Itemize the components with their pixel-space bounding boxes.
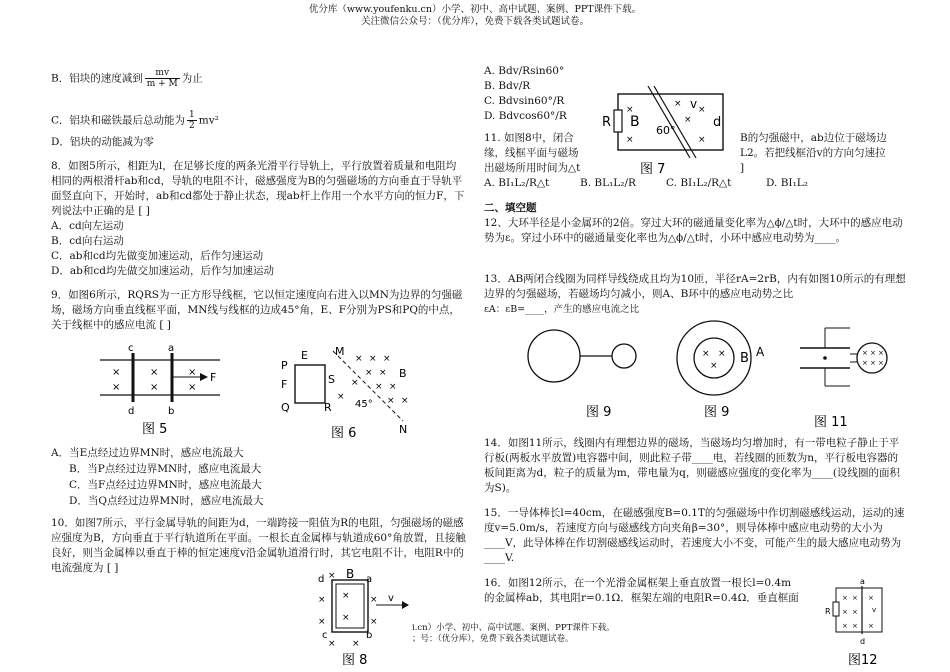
- q8-option-d: D．ab和cd均先做交加速运动，后作匀加速运动: [51, 265, 275, 277]
- q10-option-b: B. Bdv/R: [484, 80, 531, 92]
- svg-text:×: ×: [342, 613, 350, 623]
- figure-12-caption: 图12: [848, 653, 878, 668]
- svg-text:×: ×: [842, 594, 848, 602]
- svg-text:×: ×: [868, 622, 874, 630]
- figure-9a: [520, 326, 650, 422]
- q7-option-b: B．铝块的速度减到 $\frac{mv}{m + M}$ 为止: [51, 68, 203, 89]
- svg-text:×: ×: [112, 382, 121, 393]
- figure-5-caption: 图 5: [142, 422, 168, 437]
- svg-text:b: b: [366, 630, 373, 641]
- svg-text:45°: 45°: [355, 399, 373, 410]
- resistor-r: [614, 110, 622, 132]
- svg-text:×: ×: [698, 105, 706, 115]
- q11-line2-end: L2。若把线框沿v的方向匀速拉: [740, 147, 886, 159]
- svg-text:c: c: [322, 630, 328, 641]
- svg-text:×: ×: [379, 368, 387, 378]
- figure-9b: [672, 320, 784, 422]
- q16-line1: 16．如图12所示，在一个光滑金属框架上垂直放置一根长l=0.4m: [484, 577, 792, 589]
- q7-option-d: D．铝块的动能减为零: [51, 136, 154, 148]
- svg-text:B: B: [630, 114, 640, 130]
- svg-text:d: d: [318, 574, 325, 585]
- q8-option-b: B．cd向右运动: [51, 235, 124, 247]
- svg-text:×: ×: [684, 115, 692, 125]
- svg-text:×: ×: [870, 359, 876, 367]
- svg-text:×: ×: [862, 359, 868, 367]
- svg-text:F: F: [281, 378, 288, 391]
- label-f: F: [210, 371, 217, 384]
- svg-text:v: v: [690, 97, 698, 111]
- big-loop: [528, 330, 580, 382]
- svg-text:×: ×: [852, 594, 858, 602]
- q11-option-a: A. BI₁L₂/R△t: [484, 177, 550, 189]
- svg-text:×: ×: [188, 367, 197, 378]
- q11-line3-start: 出磁场所用时间为△t: [484, 162, 581, 174]
- svg-text:B: B: [399, 367, 407, 380]
- svg-text:R: R: [825, 607, 831, 616]
- svg-text:×: ×: [626, 135, 634, 145]
- svg-text:60°: 60°: [656, 124, 676, 137]
- q11-line1-start: 11. 如图8中，闭合: [484, 132, 574, 144]
- svg-text:×: ×: [389, 382, 397, 392]
- figure-5: [100, 340, 240, 440]
- q13-ratio: εA：εB=____，产生的感应电流之比: [484, 304, 640, 315]
- q8-option-a: A．cd向左运动: [51, 220, 124, 232]
- label-b: b: [168, 406, 175, 417]
- page-header-line2: 关注微信公众号：（优分库），免费下载各类试题试卷。: [360, 16, 589, 27]
- svg-text:×: ×: [370, 617, 378, 627]
- svg-text:×: ×: [718, 349, 726, 359]
- svg-text:×: ×: [375, 382, 383, 392]
- svg-text:×: ×: [342, 591, 350, 601]
- q8-option-c: C．ab和cd均先做变加速运动，后作匀速运动: [51, 250, 264, 262]
- svg-text:Q: Q: [281, 401, 290, 414]
- figure-9a-caption: 图 9: [586, 405, 612, 420]
- page-footer-line1: i.cn）小学、初中、高中试题、案例、PPT课件下载。: [412, 623, 615, 633]
- q11-line1-end: B的匀强磁中，ab边位于磁场边: [740, 132, 887, 144]
- svg-text:×: ×: [355, 354, 363, 364]
- svg-text:×: ×: [842, 622, 848, 630]
- svg-text:N: N: [399, 423, 408, 436]
- svg-text:R: R: [324, 401, 332, 414]
- svg-text:M: M: [335, 345, 345, 358]
- svg-text:×: ×: [852, 622, 858, 630]
- svg-text:a: a: [860, 577, 865, 586]
- q12-text: 12、大环半径是小金属环的2倍。穿过大环的磁通量变化率为△ϕ/△t时，大环中的感应电动势为ε。穿过小环中的磁通量变化率也为△ϕ/△t时，小环中感应电动势为____。: [484, 217, 903, 244]
- figure-8-caption: 图 8: [342, 653, 368, 668]
- q8-stem: 8．如图5所示，相距为l，在足够长度的两条光滑平行导轨上，平行放置着质量和电阻均相同的两根滑杆ab和cd，导轨的电阻不计，磁感强度为B的匀强磁场的方向垂直于导轨平面竖直向下，开始时，ab和cd都处于静止状态，现ab杆上作用一个水平方向的恒力F，下列说法中正确的是 [ ]: [51, 160, 465, 217]
- svg-text:d: d: [713, 115, 722, 130]
- svg-text:×: ×: [351, 378, 359, 388]
- svg-text:B: B: [346, 567, 355, 581]
- svg-text:×: ×: [370, 595, 378, 605]
- svg-text:v: v: [388, 593, 394, 604]
- svg-text:×: ×: [710, 361, 718, 371]
- svg-text:×: ×: [626, 105, 634, 115]
- svg-text:×: ×: [112, 367, 121, 378]
- svg-text:×: ×: [150, 382, 159, 393]
- square-frame: [295, 365, 325, 403]
- svg-text:×: ×: [674, 99, 682, 109]
- figure-9b-caption: 图 9: [704, 405, 730, 420]
- svg-text:R: R: [602, 115, 612, 130]
- figure-6-caption: 图 6: [331, 426, 357, 441]
- figure-8: [312, 568, 430, 668]
- q9-stem: 9．如图6所示，RQRS为一正方形导线框，它以恒定速度向右进入以MN为边界的匀强磁场，磁场方向垂直线框平面，MN线与线框的边成45°角，E、F分别为PS和PQ的中点，关于线框中的感应电流 [ ]: [51, 289, 463, 331]
- svg-text:×: ×: [842, 608, 848, 616]
- figure-11-caption: 图 11: [814, 415, 848, 430]
- q9-option-c: C．当F点经过边界MN时，感应电流最大: [69, 479, 262, 491]
- svg-text:×: ×: [188, 382, 197, 393]
- svg-text:×: ×: [328, 571, 336, 581]
- svg-text:a: a: [366, 574, 373, 585]
- svg-text:×: ×: [337, 392, 345, 402]
- svg-text:×: ×: [878, 349, 884, 357]
- coil: [857, 343, 887, 373]
- charged-particle: [823, 356, 827, 360]
- q10-stem: 10．如图7所示，平行金属导轨的间距为d，一端跨接一阻值为R的电阻，匀强磁场的磁感应强度为B，方向垂直于平行轨道所在平面。一根长直金属棒与轨道成60°角放置，且接触良好，则当金属棒以垂直于棒的恒定速度v沿金属轨道滑行时，其它电阻不计，电阻R中的电流强度为 [ ]: [51, 517, 466, 574]
- q9-option-d: D．当Q点经过边界MN时，感应电流最大: [69, 495, 264, 507]
- figure-7: [600, 82, 738, 178]
- svg-text:B: B: [740, 351, 749, 366]
- figure-12: [822, 574, 894, 670]
- q11-line3-end: ]: [740, 162, 745, 174]
- svg-text:×: ×: [318, 617, 326, 627]
- page-footer-line2: ；号：（优分库），免费下载各类试题试卷。: [412, 634, 574, 644]
- svg-text:d: d: [860, 637, 866, 646]
- svg-text:×: ×: [870, 349, 876, 357]
- ring-b: [694, 338, 734, 378]
- q11-option-d: D. BI₁L₂: [766, 177, 808, 189]
- svg-text:A: A: [756, 345, 765, 359]
- resistor-r: [833, 602, 839, 616]
- svg-text:×: ×: [387, 396, 395, 406]
- q9-option-b: B．当P点经过边界MN时，感应电流最大: [69, 463, 262, 475]
- q11-option-c: C. BI₁L₂/R△t: [666, 177, 732, 189]
- svg-text:×: ×: [383, 354, 391, 364]
- q11-line2-start: 缘，线框平面与磁场: [484, 147, 579, 159]
- figure-11: [790, 318, 905, 430]
- frame-inner: [336, 584, 364, 628]
- svg-text:S: S: [328, 373, 335, 386]
- q13-text: 13．AB两闭合线圈为同样导线绕成且均为10匝，半径rA=2rB，内有如图10所示的有理想边界的匀强磁场，若磁场均匀减小，则A、B环中的感应电动势之比: [484, 273, 906, 300]
- svg-text:×: ×: [878, 359, 884, 367]
- svg-text:×: ×: [868, 594, 874, 602]
- page-header-line1: 优分库（www.youfenku.cn）小学、初中、高中试题、案例、PPT课件下载。: [308, 4, 642, 15]
- small-loop: [612, 344, 636, 368]
- svg-text:×: ×: [150, 367, 159, 378]
- svg-text:P: P: [281, 359, 288, 372]
- svg-text:×: ×: [328, 639, 336, 649]
- label-c: c: [128, 343, 134, 354]
- q14-text: 14．如图11所示，线圈内有理想边界的磁场，当磁场均匀增加时，有一带电粒子静止于平行板(两板水平放置)电容器中间，则此粒子带____电，若线圈的匝数为n，平行板电容器的板间距离为d，粒子的质量为m，带电量为q，则磁感应强度的变化率为____(设线圈的面积为S)。: [484, 437, 900, 494]
- label-a: a: [168, 343, 175, 354]
- section-fill-in-title: 二、填空题: [484, 202, 537, 214]
- q10-option-d: D. Bdvcos60°/R: [484, 110, 567, 122]
- svg-text:×: ×: [862, 349, 868, 357]
- svg-text:v: v: [872, 606, 877, 614]
- figure-7-caption: 图 7: [640, 162, 666, 177]
- svg-text:×: ×: [702, 349, 710, 359]
- q10-option-c: C. Bdvsin60°/R: [484, 95, 565, 107]
- svg-text:E: E: [301, 349, 308, 362]
- svg-text:×: ×: [318, 595, 326, 605]
- svg-text:×: ×: [401, 396, 409, 406]
- frame-outer: [332, 580, 368, 632]
- q16-line2: 的金属棒ab，其电阻r=0.1Ω．框架左端的电阻R=0.4Ω．垂直框面: [484, 592, 799, 604]
- svg-text:×: ×: [369, 354, 377, 364]
- figure-6: [275, 345, 420, 443]
- label-d: d: [128, 406, 135, 417]
- svg-text:×: ×: [352, 639, 360, 649]
- q7-option-c: C．铝块和磁铁最后总动能为 $\frac{1}{2}$ mv²: [51, 110, 219, 131]
- q10-option-a: A. Bdv/Rsin60°: [484, 65, 565, 77]
- svg-text:×: ×: [698, 135, 706, 145]
- svg-text:×: ×: [365, 368, 373, 378]
- q9-option-a: A．当E点经过边界MN时，感应电流最大: [51, 447, 244, 459]
- q11-option-b: B. BL₁L₂/R: [580, 177, 636, 189]
- q15-text: 15．一导体棒长l=40cm，在磁感强度B=0.1T的匀强磁场中作切割磁感线运动，运动的速度v=5.0m/s，若速度方向与磁感线方向夹角β=30°，则导体棒中感应电动势的大小为____V，此导体棒在作切割磁感线运动时，若速度大小不变，可能产生的最大感应电动势为____V.: [484, 507, 905, 564]
- svg-text:×: ×: [852, 608, 858, 616]
